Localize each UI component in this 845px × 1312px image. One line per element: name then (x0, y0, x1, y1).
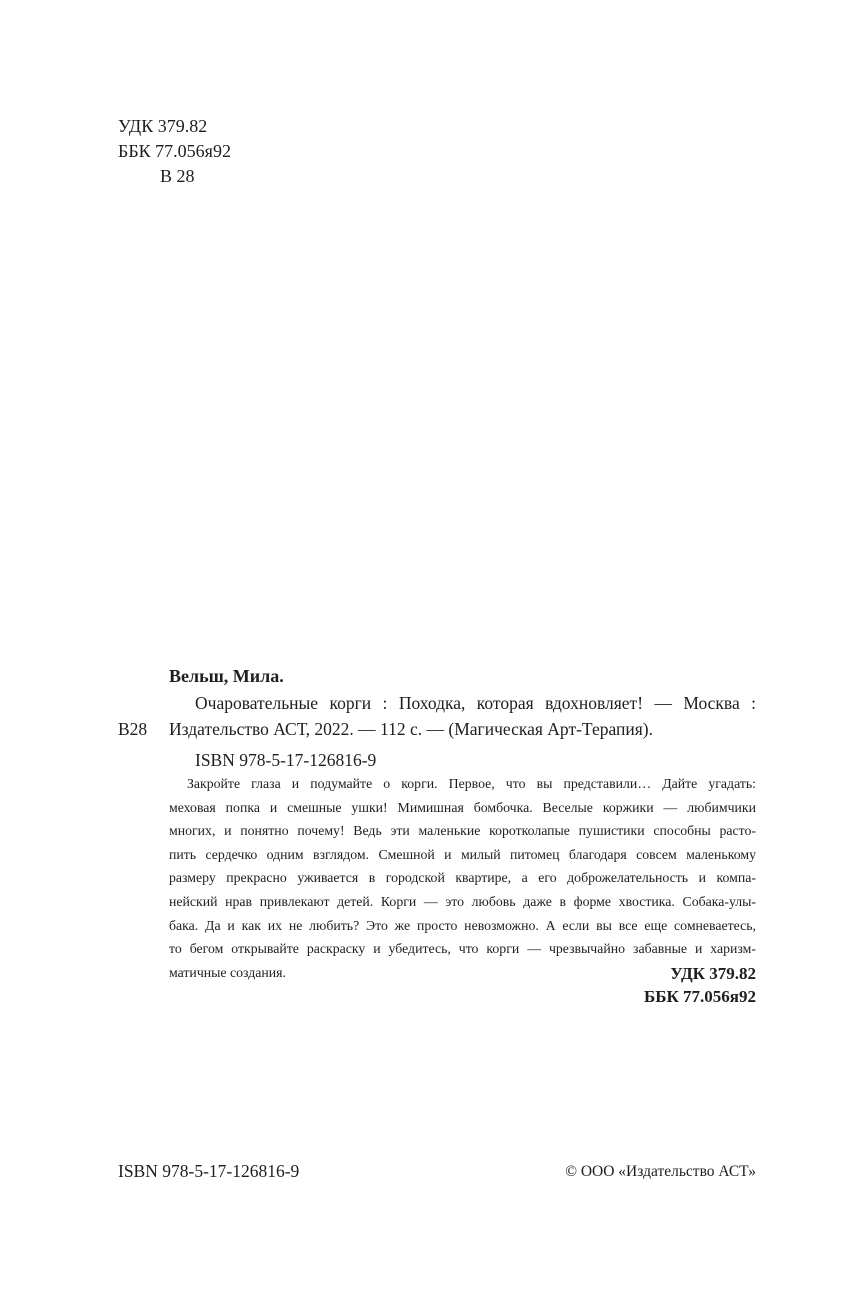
copyright-notice: © ООО «Издательство АСТ» (565, 1163, 756, 1180)
annotation-line: то бегом открывайте раскраску и убедитесь, что корги — чрезвычайно забавные и харизм- (169, 941, 756, 957)
bibliographic-line-1: Очаровательные корги : Походка, которая вдохновляет! — Москва : (195, 693, 756, 713)
udk-code: УДК 379.82 (118, 116, 208, 136)
annotation-paragraph (169, 772, 756, 984)
annotation-line: бака. Да и как их не любить? Это же просто невозможно. А если вы все еще сомневаетесь, (169, 917, 756, 933)
annotation-line: размеру прекрасно уживается в городской квартире, а его доброжелательность и компа- (169, 870, 756, 886)
annotation-line: многих, и понятно почему! Ведь эти маленькие коротколапые пушистики способны расто- (169, 823, 756, 839)
bibliographic-line-2: Издательство АСТ, 2022. — 112 с. — (Магическая Арт-Терапия). (169, 719, 653, 739)
bbk-code-bottom: ББК 77.056я92 (643, 987, 756, 1006)
record-isbn: ISBN 978-5-17-126816-9 (195, 750, 377, 770)
annotation-line: пить сердечко одним взглядом. Смешной и милый питомец благодаря совсем маленькому (169, 846, 756, 862)
annotation-line: меховая попка и смешные ушки! Мимишная бомбочка. Веселые коржики — любимчики (169, 799, 756, 815)
bbk-code: ББК 77.056я92 (118, 141, 231, 161)
author-name: Вельш, Мила. (169, 666, 284, 686)
top-classification-block (118, 114, 231, 189)
author-mark-code: В 28 (160, 166, 195, 186)
footer-isbn: ISBN 978-5-17-126816-9 (118, 1161, 300, 1181)
annotation-line: Закройте глаза и подумайте о корги. Первое, что вы представили… Дайте угадать: (187, 776, 756, 791)
bottom-classification-block (644, 962, 756, 1008)
annotation-line: нейский нрав привлекают детей. Корги — это любовь даже в форме хвостика. Собака-улы- (169, 893, 756, 909)
udk-code-bottom: УДК 379.82 (670, 964, 756, 983)
author-mark: В28 (118, 719, 148, 739)
annotation-line: матичные создания. (169, 964, 286, 980)
